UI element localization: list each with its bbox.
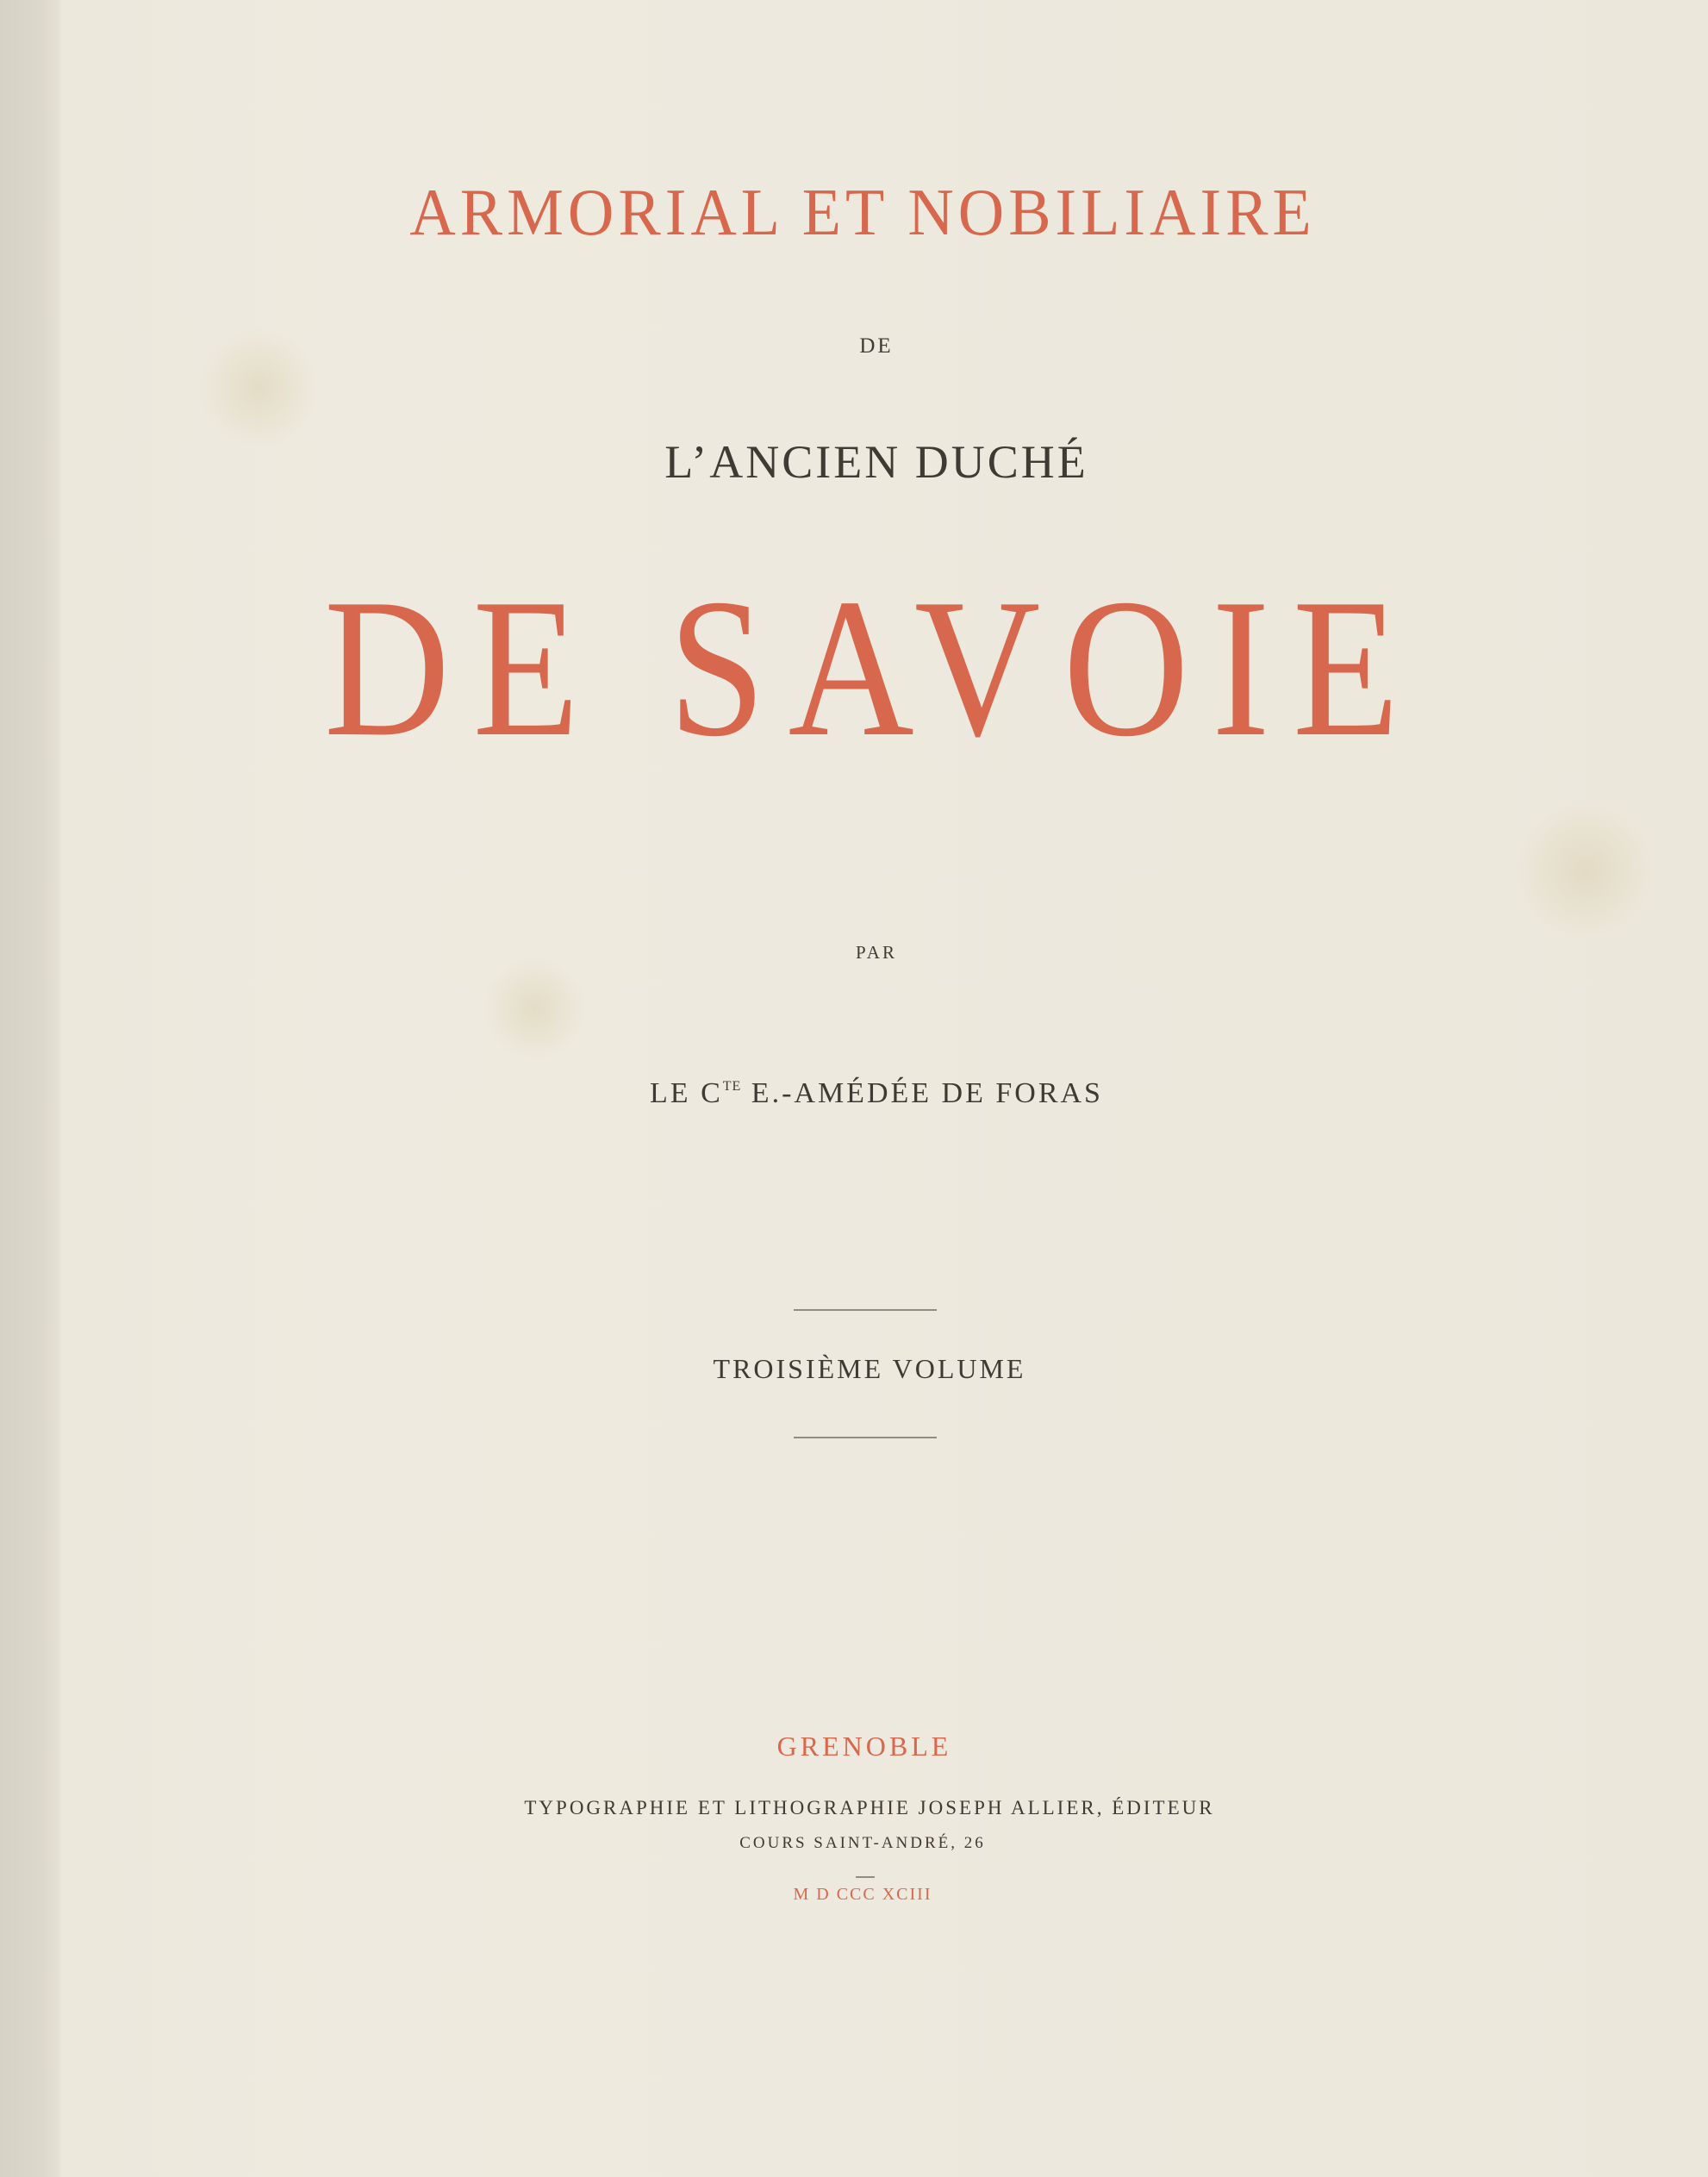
- imprint-year: M D CCC XCIII: [793, 1885, 932, 1904]
- imprint-publisher: TYPOGRAPHIE ET LITHOGRAPHIE JOSEPH ALLIER, ÉDITEUR: [524, 1797, 1215, 1818]
- author-prefix: LE C: [650, 1077, 723, 1109]
- foxing-spot: [483, 957, 586, 1060]
- title-ancien-duche: L’ANCIEN DUCHÉ: [664, 436, 1088, 488]
- author-superscript: TE: [722, 1079, 742, 1094]
- author-rest: E.-AMÉDÉE DE FORAS: [741, 1077, 1103, 1109]
- title-de: DE: [859, 334, 894, 358]
- divider-bottom: [794, 1437, 937, 1438]
- divider-small: [856, 1876, 875, 1878]
- par-label: PAR: [856, 942, 897, 963]
- divider-top: [794, 1309, 937, 1311]
- title-savoie: DE SAVOIE: [323, 558, 1423, 777]
- volume-label: TROISIÈME VOLUME: [713, 1353, 1026, 1384]
- imprint-address: COURS SAINT-ANDRÉ, 26: [739, 1834, 986, 1852]
- imprint-city: GRENOBLE: [776, 1731, 952, 1762]
- author-name: [22, 1077, 1708, 1110]
- foxing-spot: [1517, 802, 1655, 939]
- title-line: ARMORIAL ET NOBILIAIRE: [409, 175, 1316, 251]
